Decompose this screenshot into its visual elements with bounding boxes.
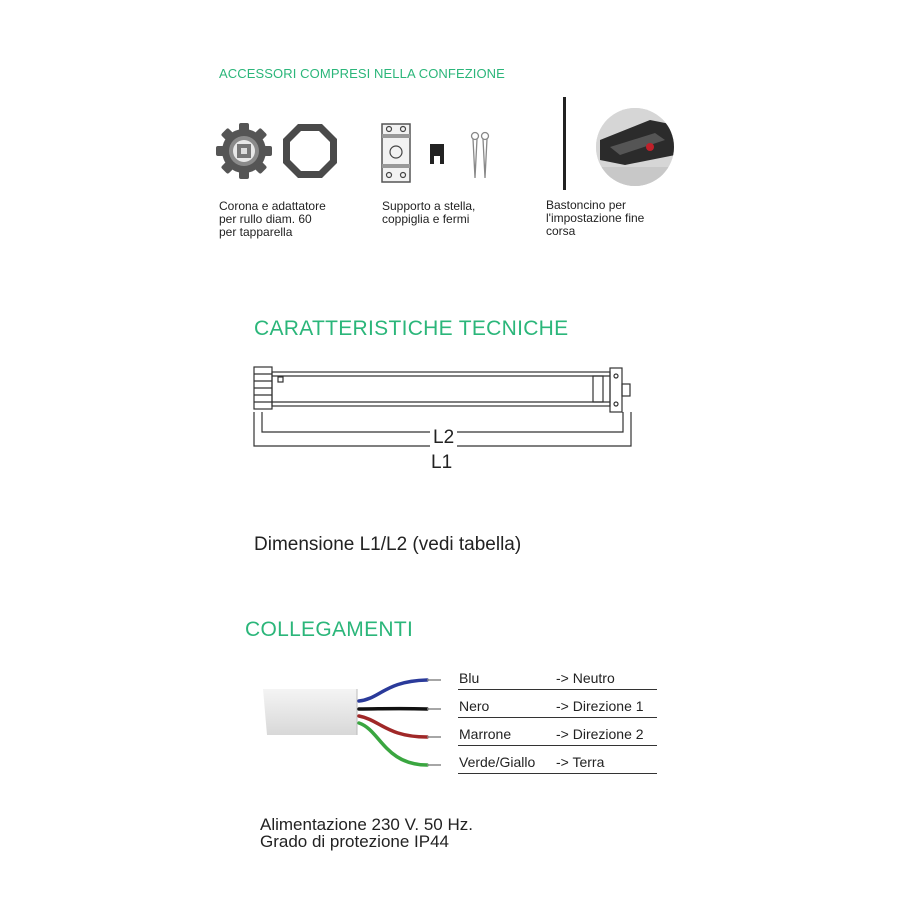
technical-title: CARATTERISTICHE TECNICHE	[254, 317, 569, 340]
wire-row	[458, 692, 657, 718]
power-spec	[260, 816, 473, 850]
wire-row	[458, 748, 657, 774]
accessory-caption-crown: Corona e adattatore per rullo diam. 60 per tapparella	[219, 199, 326, 239]
wire-function: -> Terra	[556, 754, 605, 770]
wire-name: Marrone	[459, 726, 512, 742]
protection-line: Grado di protezione IP44	[260, 832, 450, 851]
accessory-caption-bracket: Supporto a stella, coppiglia e fermi	[382, 199, 476, 226]
wire-name: Verde/Giallo	[459, 754, 536, 770]
accessories-title: ACCESSORI COMPRESI NELLA CONFEZIONE	[219, 66, 505, 81]
accessory-caption-stick: Bastoncino per l'impostazione fine corsa	[546, 198, 645, 238]
wire-function: -> Neutro	[556, 670, 615, 686]
wire-function: -> Direzione 2	[556, 726, 644, 742]
power-line: Alimentazione 230 V. 50 Hz.	[260, 815, 473, 834]
cable-drawing	[255, 665, 460, 780]
wire-row	[458, 664, 657, 690]
wire-function: -> Direzione 1	[556, 698, 644, 714]
connections-title: COLLEGAMENTI	[245, 618, 414, 641]
dimension-label-l1: L1	[431, 452, 453, 473]
crown-adapter-icon	[215, 120, 340, 185]
setting-stick-icon	[555, 95, 680, 195]
wire-name: Nero	[459, 698, 490, 714]
dimension-label-l2: L2	[430, 428, 457, 448]
wire-row	[458, 720, 657, 746]
dimension-note: Dimensione L1/L2 (vedi tabella)	[254, 534, 522, 555]
wire-name: Blu	[459, 670, 480, 686]
bracket-pin-icon	[378, 120, 498, 185]
